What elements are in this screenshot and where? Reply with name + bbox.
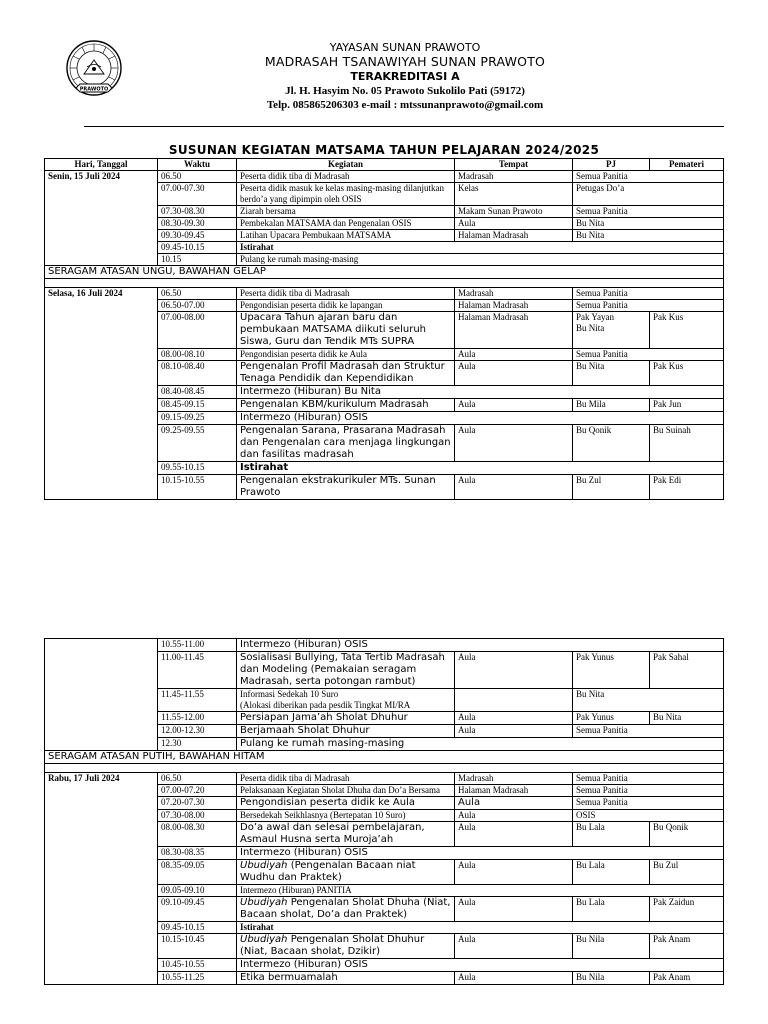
- activity-cell: Pelaksanaan Kegiatan Sholat Dhuha dan Do’a Bersama: [237, 785, 455, 797]
- time-cell: 12.30: [158, 738, 237, 751]
- speaker-cell: Bu Nita: [650, 712, 724, 725]
- break-cell: Istirahat: [237, 462, 724, 475]
- table-row: [45, 773, 724, 785]
- place-cell: Aula: [455, 218, 573, 230]
- activity-cell: Peserta didik tiba di Madrasah: [237, 171, 455, 183]
- time-cell: 06.50: [158, 288, 237, 300]
- pj-cell: Petugas Do’a: [573, 183, 724, 206]
- pj-cell: Bu Qonik: [573, 425, 650, 462]
- activity-cell: Ziarah bersama: [237, 206, 455, 218]
- time-cell: 11.55-12.00: [158, 712, 237, 725]
- place-cell: Aula: [455, 349, 573, 361]
- activity-cell: Pengenalan ekstrakurikuler MTs. Sunan Prawoto: [237, 475, 455, 500]
- place-cell: Halaman Madrasah: [455, 230, 573, 242]
- time-cell: 09.25-09.55: [158, 425, 237, 462]
- day-cell: Senin, 15 Juli 2024: [45, 171, 158, 266]
- pj-cell: Pak Yunus: [573, 652, 650, 689]
- pj-cell: Bu Zul: [573, 475, 650, 500]
- time-cell: 07.00-08.00: [158, 312, 237, 349]
- activity-cell: Pengenalan Profil Madrasah dan Struktur Tenaga Pendidik dan Kependidikan: [237, 361, 455, 386]
- activity-cell: [237, 689, 455, 712]
- speaker-cell: Pak Anam: [650, 972, 724, 985]
- time-cell: 06.50: [158, 773, 237, 785]
- place-cell: Makam Sunan Prawoto: [455, 206, 573, 218]
- place-cell: Aula: [455, 361, 573, 386]
- speaker-cell: Bu Qonik: [650, 822, 724, 847]
- time-cell: 06.50-07.00: [158, 300, 237, 312]
- speaker-cell: Pak Anam: [650, 934, 724, 959]
- activity-cell: Etika bermuamalah: [237, 972, 455, 985]
- pj-cell: Bu Lala: [573, 897, 650, 922]
- time-cell: 07.30-08.30: [158, 206, 237, 218]
- time-cell: 10.55-11.25: [158, 972, 237, 985]
- activity-cell: Upacara Tahun ajaran baru dan pembukaan MATSAMA diikuti seluruh Siswa, Guru dan Tendik MTs SUPRA: [237, 312, 455, 349]
- spacer-cell: [45, 279, 724, 288]
- pj-cell: Semua Panitia: [573, 300, 724, 312]
- letterhead: [0, 0, 768, 130]
- foundation-name: YAYASAN SUNAN PRAWOTO: [329, 41, 481, 54]
- activity-cell: Pengenalan KBM/kurikulum Madrasah: [237, 399, 455, 412]
- activity-cell: Pengondisian peserta didik ke Aula: [237, 797, 455, 810]
- place-cell: Halaman Madrasah: [455, 300, 573, 312]
- school-address: Jl. H. Hasyim No. 05 Prawoto Sukolilo Pati (59172): [285, 84, 525, 97]
- place-cell: Aula: [455, 712, 573, 725]
- accreditation: TERAKREDITASI A: [350, 69, 460, 83]
- time-cell: 12.00-12.30: [158, 725, 237, 738]
- time-cell: 09.55-10.15: [158, 462, 237, 475]
- time-cell: 09.45-10.15: [158, 922, 237, 934]
- activity-italic: Ubudiyah: [240, 860, 288, 871]
- pj-cell: Bu Lala: [573, 860, 650, 885]
- activity-rest: Pengenalan Sholat Dhuha (Niat, Bacaan sholat, Do’a dan Praktek): [240, 897, 451, 920]
- intermezo-cell: Intermezo (Hiburan) PANITIA: [237, 885, 724, 897]
- activity-line: Informasi Sedekah 10 Suro: [240, 689, 339, 699]
- day-cell: Selasa, 16 Juli 2024: [45, 288, 158, 500]
- pj-cell: Pak Yayan Bu Nita: [573, 312, 650, 349]
- speaker-cell: Bu Suinah: [650, 425, 724, 462]
- time-cell: 08.45-09.15: [158, 399, 237, 412]
- activity-cell: Berjamaah Sholat Dhuhur: [237, 725, 455, 738]
- place-cell: [455, 689, 573, 712]
- activity-cell: Peserta didik masuk ke kelas masing-masing dilanjutkan berdo’a yang dipimpin oleh OSIS: [237, 183, 455, 206]
- activity-cell: Pembekalan MATSAMA dan Pengenalan OSIS: [237, 218, 455, 230]
- time-cell: 08.40-08.45: [158, 386, 237, 399]
- place-cell: Madrasah: [455, 288, 573, 300]
- pj-cell: Bu Lala: [573, 822, 650, 847]
- activity-italic: Ubudiyah: [240, 897, 288, 908]
- logo-ribbon-text: PRAWOTO: [79, 86, 109, 93]
- speaker-cell: Pak Sahal: [650, 652, 724, 689]
- intermezo-cell: Intermezo (Hiburan) Bu Nita: [237, 386, 724, 399]
- speaker-cell: Pak Jun: [650, 399, 724, 412]
- place-cell: Madrasah: [455, 171, 573, 183]
- place-cell: Aula: [455, 797, 573, 810]
- school-contact: Telp. 085865206303 e-mail : mtssunanprawoto@gmail.com: [266, 98, 544, 111]
- break-cell: Istirahat: [237, 922, 724, 934]
- table-row: [45, 288, 724, 300]
- activity-cell: Pengenalan Sarana, Prasarana Madrasah dan Pengenalan cara menjaga lingkungan dan fasilitas madrasah: [237, 425, 455, 462]
- time-cell: 08.00-08.10: [158, 349, 237, 361]
- place-cell: Aula: [455, 934, 573, 959]
- activity-cell: [237, 897, 455, 922]
- schedule-table-part-1: [44, 158, 724, 500]
- letterhead-divider: [84, 126, 724, 127]
- place-cell: Aula: [455, 810, 573, 822]
- col-header-activity: Kegiatan: [237, 159, 455, 171]
- activity-cell: [237, 860, 455, 885]
- activity-rest: (Pengenalan Bacaan niat Wudhu dan Praktek): [240, 860, 416, 883]
- spacer-cell: [45, 764, 724, 773]
- activity-note: (Alokasi diberikan pada pesdik Tingkat MI/RA: [240, 700, 411, 710]
- time-cell: 09.45-10.15: [158, 242, 237, 254]
- time-cell: 07.00-07.20: [158, 785, 237, 797]
- schedule-table-part-2: [44, 638, 724, 985]
- time-cell: 11.00-11.45: [158, 652, 237, 689]
- pj-cell: Semua Panitia: [573, 773, 724, 785]
- pj-cell: Pak Yunus: [573, 712, 650, 725]
- place-cell: Aula: [455, 822, 573, 847]
- time-cell: 10.45-10.55: [158, 959, 237, 972]
- time-cell: 10.15-10.45: [158, 934, 237, 959]
- speaker-cell: Pak Zaidun: [650, 897, 724, 922]
- pj-cell: OSIS: [573, 810, 724, 822]
- time-cell: 07.00-07.30: [158, 183, 237, 206]
- table-row: [45, 171, 724, 183]
- place-cell: Halaman Madrasah: [455, 785, 573, 797]
- pj-cell: Bu Nita: [573, 689, 724, 712]
- activity-cell: Latihan Upacara Pembukaan MATSAMA: [237, 230, 455, 242]
- place-cell: Aula: [455, 475, 573, 500]
- pj-cell: Bu Mila: [573, 399, 650, 412]
- dismissal-cell: Pulang ke rumah masing-masing: [237, 738, 724, 751]
- activity-cell: Pengondisian peserta didik ke Aula: [237, 349, 455, 361]
- time-cell: 09.15-09.25: [158, 412, 237, 425]
- col-header-day: Hari, Tanggal: [45, 159, 158, 171]
- place-cell: Aula: [455, 897, 573, 922]
- place-cell: Aula: [455, 399, 573, 412]
- break-cell: Istirahat: [237, 242, 724, 254]
- col-header-pj: PJ: [573, 159, 650, 171]
- school-logo-emblem: [62, 40, 126, 102]
- uniform-banner: SERAGAM ATASAN UNGU, BAWAHAN GELAP: [45, 266, 724, 279]
- col-header-place: Tempat: [455, 159, 573, 171]
- activity-cell: [237, 934, 455, 959]
- activity-cell: Peserta didik tiba di Madrasah: [237, 288, 455, 300]
- time-cell: 11.45-11.55: [158, 689, 237, 712]
- speaker-cell: Pak Edi: [650, 475, 724, 500]
- time-cell: 08.10-08.40: [158, 361, 237, 386]
- activity-cell: Peserta didik tiba di Madrasah: [237, 773, 455, 785]
- pj-cell: Semua Panitia: [573, 785, 724, 797]
- time-cell: 09.05-09.10: [158, 885, 237, 897]
- time-cell: 10.15: [158, 254, 237, 266]
- day-cell: Rabu, 17 Juli 2024: [45, 773, 158, 985]
- place-cell: Aula: [455, 972, 573, 985]
- intermezo-cell: Intermezo (Hiburan) OSIS: [237, 412, 724, 425]
- pj-cell: Semua Panitia: [573, 797, 724, 810]
- time-cell: 08.35-09.05: [158, 860, 237, 885]
- activity-cell: Persiapan Jama’ah Sholat Dhuhur: [237, 712, 455, 725]
- activity-cell: Do’a awal dan selesai pembelajaran, Asmaul Husna serta Muroja’ah: [237, 822, 455, 847]
- place-cell: Aula: [455, 425, 573, 462]
- place-cell: Aula: [455, 860, 573, 885]
- place-cell: Kelas: [455, 183, 573, 206]
- time-cell: 08.30-09.30: [158, 218, 237, 230]
- uniform-banner-row: [45, 266, 724, 279]
- speaker-cell: Pak Kus: [650, 312, 724, 349]
- place-cell: Madrasah: [455, 773, 573, 785]
- pj-cell: Semua Panitia: [573, 171, 724, 183]
- school-name: MADRASAH TSANAWIYAH SUNAN PRAWOTO: [264, 54, 546, 69]
- spacer-row: [45, 764, 724, 773]
- pj-cell: Semua Panitia: [573, 349, 724, 361]
- pj-cell: Bu Nita: [573, 230, 724, 242]
- pj-cell: Bu Nila: [573, 934, 650, 959]
- activity-cell: Bersedekah Seikhlasnya (Bertepatan 10 Suro): [237, 810, 455, 822]
- place-cell: Aula: [455, 725, 573, 738]
- table-header-row: [45, 159, 724, 171]
- time-cell: 10.55-11.00: [158, 639, 237, 652]
- time-cell: 08.30-08.35: [158, 847, 237, 860]
- activity-cell: Pengondisian peserta didik ke lapangan: [237, 300, 455, 312]
- dismissal-cell: Pulang ke rumah masing-masing: [237, 254, 724, 266]
- time-cell: 08.00-08.30: [158, 822, 237, 847]
- pj-cell: Semua Panitia: [573, 288, 724, 300]
- activity-italic: Ubudiyah: [240, 934, 288, 945]
- day-cell-continued: [45, 639, 158, 751]
- uniform-banner-row: [45, 751, 724, 764]
- activity-cell: Sosialisasi Bullying, Tata Tertib Madrasah dan Modeling (Pemakaian seragam Madrasah, serta potongan rambut): [237, 652, 455, 689]
- activity-rest: Pengenalan Sholat Dhuhur (Niat, Bacaan sholat, Dzikir): [240, 934, 425, 957]
- pj-cell: Semua Panitia: [573, 725, 724, 738]
- uniform-banner: SERAGAM ATASAN PUTIH, BAWAHAN HITAM: [45, 751, 724, 764]
- time-cell: 09.30-09.45: [158, 230, 237, 242]
- intermezo-cell: Intermezo (Hiburan) OSIS: [237, 847, 724, 860]
- time-cell: 07.30-08.00: [158, 810, 237, 822]
- pj-cell: Bu Nita: [573, 218, 724, 230]
- intermezo-cell: Intermezo (Hiburan) OSIS: [237, 959, 724, 972]
- letterhead-text: [180, 42, 630, 111]
- col-header-speaker: Pemateri: [650, 159, 724, 171]
- table-row: [45, 639, 724, 652]
- speaker-cell: Bu Zul: [650, 860, 724, 885]
- time-cell: 07.20-07.30: [158, 797, 237, 810]
- time-cell: 06.50: [158, 171, 237, 183]
- col-header-time: Waktu: [158, 159, 237, 171]
- speaker-cell: Pak Kus: [650, 361, 724, 386]
- place-cell: Halaman Madrasah: [455, 312, 573, 349]
- time-cell: 09.10-09.45: [158, 897, 237, 922]
- pj-cell: Semua Panitia: [573, 206, 724, 218]
- intermezo-cell: Intermezo (Hiburan) OSIS: [237, 639, 724, 652]
- document-title: SUSUNAN KEGIATAN MATSAMA TAHUN PELAJARAN 2024/2025: [168, 143, 600, 157]
- pj-cell: Bu Nila: [573, 972, 650, 985]
- spacer-row: [45, 279, 724, 288]
- pj-cell: Bu Nita: [573, 361, 650, 386]
- place-cell: Aula: [455, 652, 573, 689]
- time-cell: 10.15-10.55: [158, 475, 237, 500]
